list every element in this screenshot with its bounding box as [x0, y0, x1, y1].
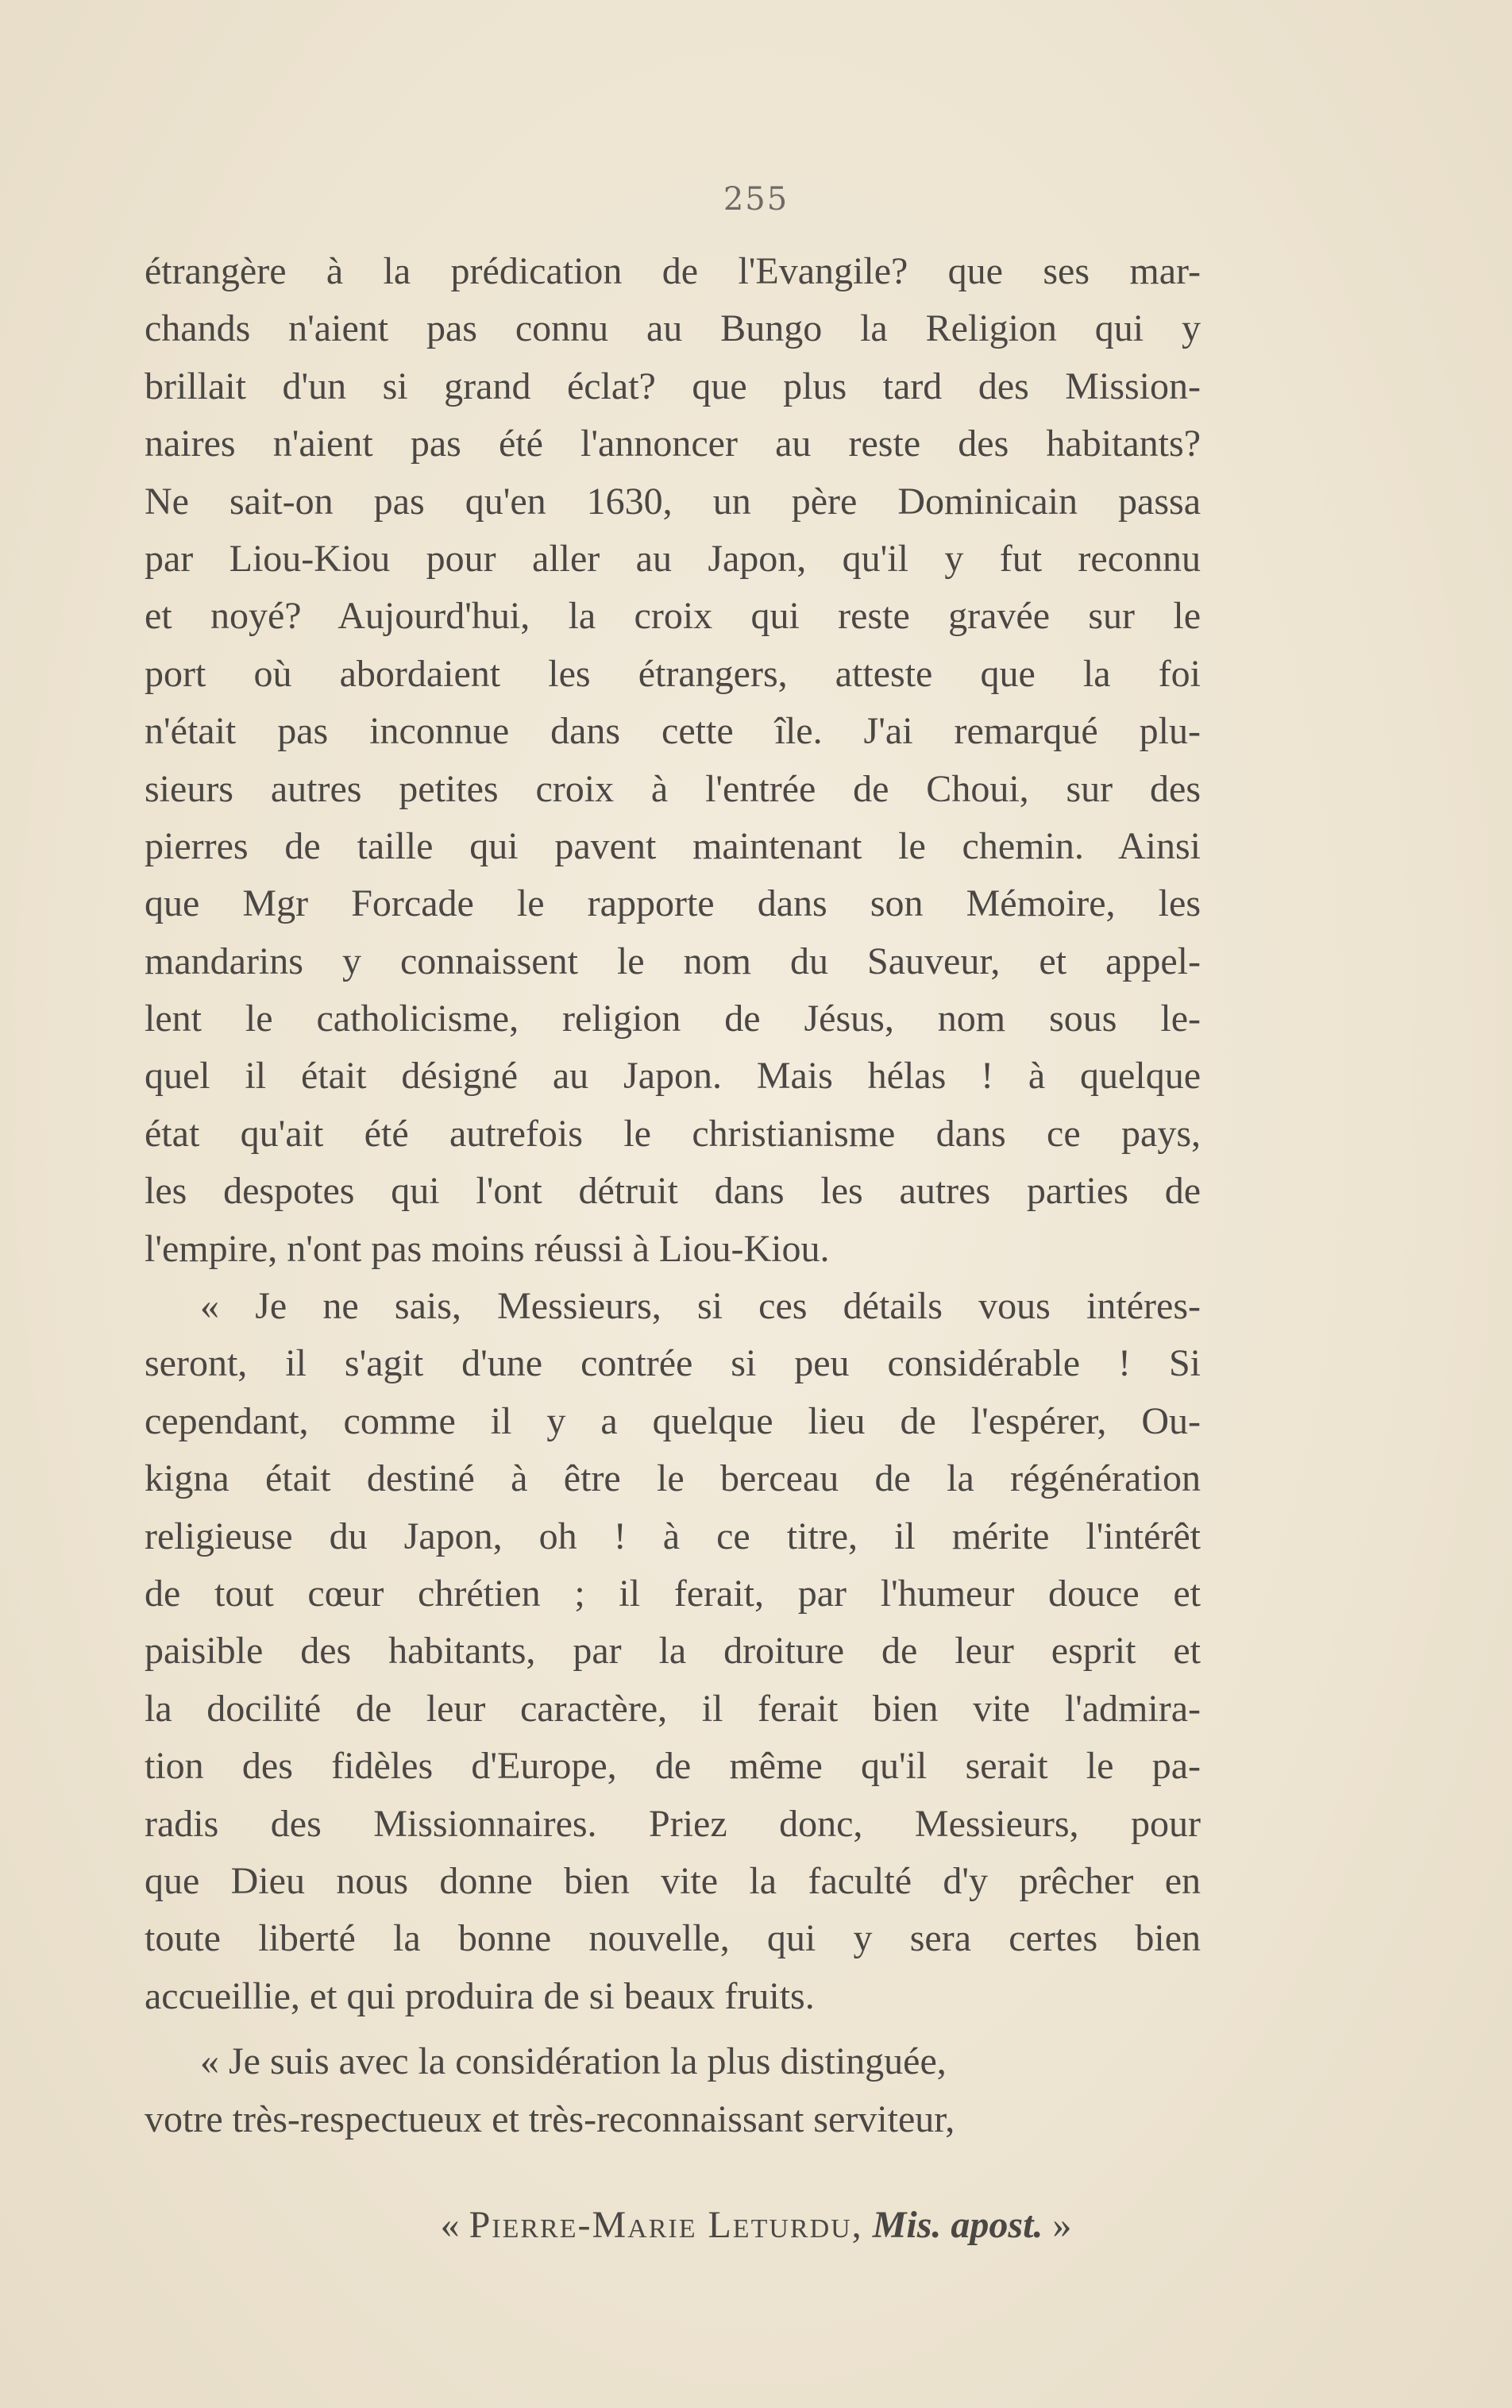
- text-line: lent le catholicisme, religion de Jésus, nom sous le-: [145, 998, 1201, 1040]
- text-line: kigna était destiné à être le berceau de la régénération: [145, 1457, 1201, 1500]
- paragraph: [145, 1278, 1201, 2025]
- text-line: seront, il s'agit d'une contrée si peu considérable ! Si: [145, 1342, 1201, 1385]
- text-line: l'empire, n'ont pas moins réussi à Liou-Kiou.: [145, 1227, 830, 1270]
- text-line: radis des Missionnaires. Priez donc, Messieurs, pour: [145, 1802, 1201, 1845]
- text-line: chands n'aient pas connu au Bungo la Religion qui y: [145, 307, 1201, 350]
- text-line: mandarins y connaissent le nom du Sauveur, et appel-: [145, 940, 1201, 982]
- text-line: port où abordaient les étrangers, atteste que la foi: [145, 652, 1201, 695]
- text-line: sieurs autres petites croix à l'entrée de Choui, sur des: [145, 767, 1201, 810]
- text-line: tion des fidèles d'Europe, de même qu'il serait le pa-: [145, 1745, 1201, 1788]
- body-text: [145, 243, 1201, 2148]
- text-line: que Dieu nous donne bien vite la faculté d'y prêcher en: [145, 1859, 1201, 1902]
- text-line: paisible des habitants, par la droiture de leur esprit et: [145, 1630, 1201, 1673]
- open-quote: «: [440, 2204, 460, 2246]
- text-line: les despotes qui l'ont détruit dans les autres parties de: [145, 1170, 1201, 1213]
- signature: [0, 2203, 1512, 2247]
- text-line: accueillie, et qui produira de si beaux fruits.: [145, 1974, 815, 2017]
- text-line: que Mgr Forcade le rapporte dans son Mémoire, les: [145, 882, 1201, 925]
- text-line: Ne sait-on pas qu'en 1630, un père Dominicain passa: [145, 480, 1201, 523]
- text-line: naires n'aient pas été l'annoncer au reste des habitants?: [145, 423, 1201, 465]
- paragraph: [145, 2033, 1201, 2148]
- page-number: 255: [723, 181, 789, 218]
- text-line: votre très-respectueux et très-reconnaissant serviteur,: [145, 2097, 955, 2140]
- signature-name: Pierre-Marie Leturdu,: [469, 2204, 863, 2246]
- text-line: cependant, comme il y a quelque lieu de l'espérer, Ou-: [145, 1399, 1201, 1442]
- text-line: étrangère à la prédication de l'Evangile? que ses mar-: [145, 250, 1201, 292]
- signature-title: Mis. apost.: [872, 2204, 1043, 2246]
- paragraph-spacer: [145, 2025, 1201, 2033]
- paragraph: [145, 243, 1201, 1278]
- text-line: brillait d'un si grand éclat? que plus tard des Mission-: [145, 365, 1201, 407]
- text-line: état qu'ait été autrefois le christianisme dans ce pays,: [145, 1112, 1201, 1155]
- text-line: « Je ne sais, Messieurs, si ces détails vous intéres-: [200, 1285, 1201, 1328]
- text-line: de tout cœur chrétien ; il ferait, par l'humeur douce et: [145, 1572, 1201, 1615]
- close-quote: »: [1052, 2204, 1072, 2246]
- text-line: « Je suis avec la considération la plus distinguée,: [200, 2040, 947, 2083]
- text-line: pierres de taille qui pavent maintenant le chemin. Ainsi: [145, 824, 1201, 867]
- text-line: la docilité de leur caractère, il ferait bien vite l'admira-: [145, 1687, 1201, 1730]
- text-line: par Liou-Kiou pour aller au Japon, qu'il y fut reconnu: [145, 537, 1201, 580]
- text-line: et noyé? Aujourd'hui, la croix qui reste gravée sur le: [145, 595, 1201, 638]
- text-line: n'était pas inconnue dans cette île. J'ai remarqué plu-: [145, 710, 1201, 753]
- text-line: quel il était désigné au Japon. Mais hélas ! à quelque: [145, 1055, 1201, 1098]
- text-line: toute liberté la bonne nouvelle, qui y sera certes bien: [145, 1917, 1201, 1960]
- text-line: religieuse du Japon, oh ! à ce titre, il mérite l'intérêt: [145, 1515, 1201, 1557]
